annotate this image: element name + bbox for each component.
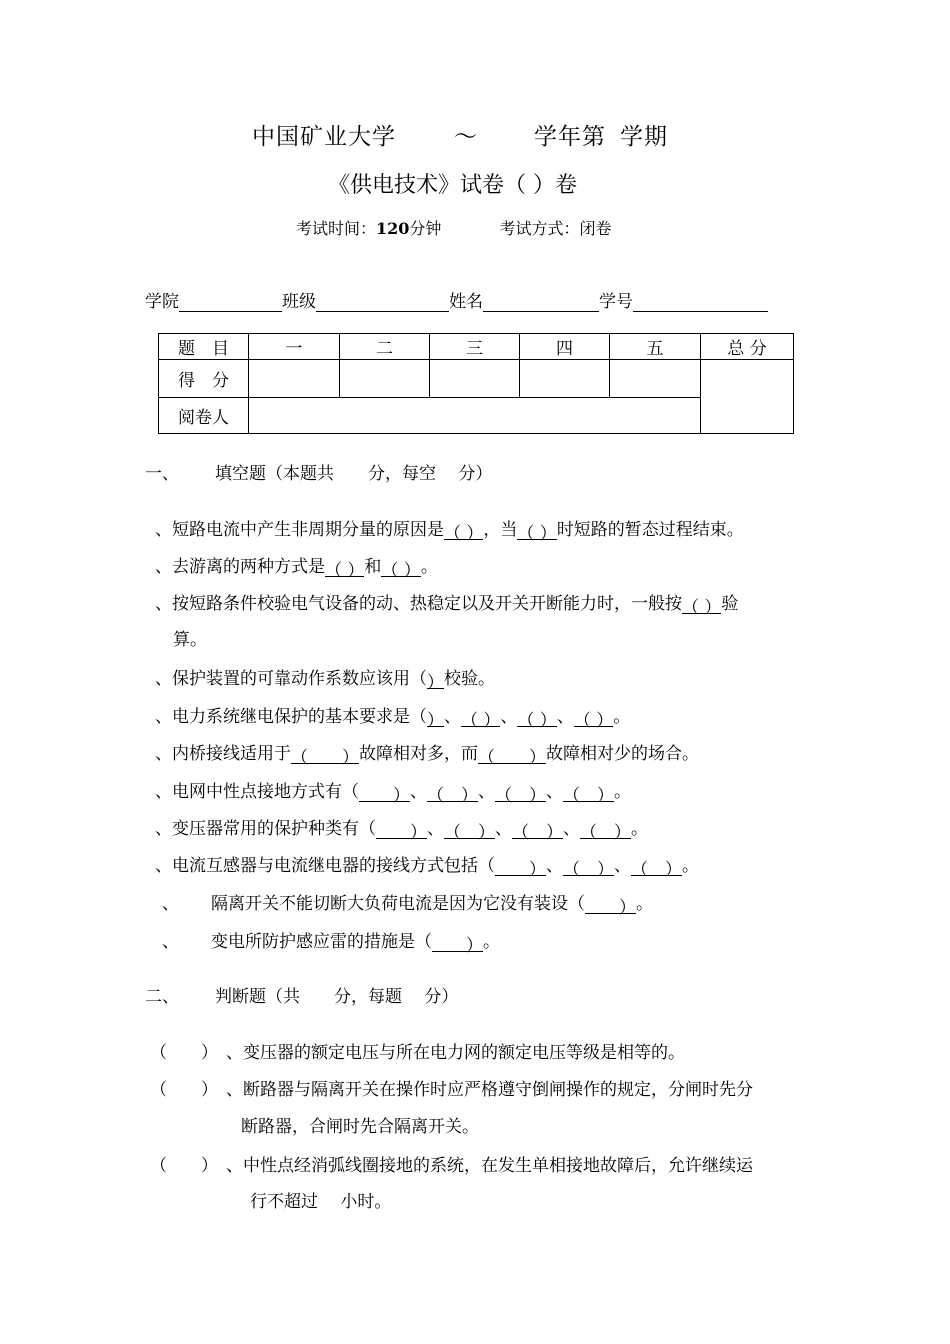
table-header-cell: 题 目 [159, 334, 249, 360]
judge-question-1 [150, 1038, 685, 1063]
table-header-cell: 四 [520, 334, 610, 360]
question-text: 、保护装置的可靠动作系数应该用（ [155, 669, 427, 689]
question-text: 、去游离的两种方式是 [155, 557, 325, 577]
question-text: 。 [483, 932, 500, 952]
fill-question-3-cont: 算。 [173, 630, 207, 650]
score-cell[interactable] [340, 360, 430, 398]
fill-question-9 [155, 851, 699, 880]
name-label: 姓名 [449, 292, 483, 312]
score-row-label: 得 分 [159, 360, 249, 398]
table-header-cell: 总 分 [701, 334, 794, 360]
id-field[interactable] [633, 291, 768, 312]
answer-paren[interactable]: （ ） [150, 1043, 218, 1063]
question-text: 、 [556, 707, 574, 727]
score-cell[interactable] [520, 360, 610, 398]
name-field[interactable] [483, 291, 599, 312]
question-text: 、变压器常用的保护种类有（ [155, 819, 376, 839]
answer-blank[interactable]: （ ） [444, 519, 483, 540]
question-text: ，当 [483, 520, 518, 540]
question-text: 、电力系统继电保护的基本要求是（ [155, 707, 427, 727]
section1-number: 一、 [145, 464, 179, 484]
answer-blank[interactable]: （ ） [682, 593, 721, 614]
question-text: 变电所防护感应雷的措施是（ [211, 932, 432, 952]
answer-blank[interactable]: （ ） [580, 818, 631, 839]
question-text: 、 [410, 782, 427, 802]
answer-blank[interactable]: ） [427, 706, 444, 727]
question-text: 、 [546, 856, 563, 876]
score-cell[interactable] [430, 360, 520, 398]
fill-question-4 [155, 664, 495, 693]
question-text: 故障相对少的场合。 [546, 744, 699, 764]
answer-blank[interactable]: （ ） [517, 706, 556, 727]
answer-blank[interactable]: （ ） [512, 818, 563, 839]
question-text: 、内桥接线适用于 [155, 744, 291, 764]
fill-question-6 [155, 739, 699, 768]
question-text: 。 [614, 782, 631, 802]
exam-time-unit: 分钟 [409, 219, 442, 238]
question-text: 。 [420, 557, 438, 577]
answer-blank[interactable]: （ ） [574, 706, 613, 727]
grader-row-label: 阅卷人 [159, 398, 249, 434]
question-text: 、中性点经消弧线圈接地的系统，在发生单相接地故障后，允许继续运 [226, 1156, 753, 1176]
tilde: ～ [454, 124, 478, 150]
student-info [145, 287, 768, 312]
question-text: 。 [631, 819, 648, 839]
answer-paren[interactable]: （ ） [150, 1080, 218, 1100]
total-score-cell[interactable] [701, 360, 794, 434]
question-text: 、短路电流中产生非周期分量的原因是 [155, 520, 444, 540]
fill-question-5 [155, 702, 631, 731]
question-text: 。 [636, 894, 653, 914]
exam-meta [296, 216, 611, 239]
answer-blank[interactable]: ） [495, 855, 546, 876]
answer-blank[interactable]: ） [376, 818, 427, 839]
question-text: 、 [546, 782, 563, 802]
school-name: 中国矿业大学 [252, 124, 396, 150]
fill-question-7 [155, 777, 631, 806]
class-label: 班级 [282, 292, 316, 312]
judge-question-2-cont: 断路器，合闸时先合隔离开关。 [241, 1117, 479, 1137]
question-text: 。 [613, 707, 631, 727]
table-header-cell: 一 [249, 334, 340, 360]
judge-question-3 [150, 1151, 753, 1176]
question-text: 、 [162, 894, 179, 914]
fill-question-2 [155, 552, 438, 581]
judge-question-2 [150, 1075, 753, 1100]
answer-blank[interactable]: （ ） [631, 855, 682, 876]
section1-heading: 填空题（本题共 分，每空 分） [215, 464, 493, 484]
table-header-cell: 五 [610, 334, 701, 360]
question-text: 隔离开关不能切断大负荷电流是因为它没有装设（ [211, 894, 585, 914]
score-table [158, 333, 794, 434]
answer-blank[interactable]: ） [427, 668, 444, 689]
answer-blank[interactable]: （ ） [291, 743, 359, 764]
exam-time-value: 120 [376, 219, 410, 238]
question-text: 、电网中性点接地方式有（ [155, 782, 359, 802]
answer-blank[interactable]: （ ） [427, 781, 478, 802]
question-text: 验 [721, 594, 739, 614]
question-text: 、 [162, 932, 179, 952]
section2-number: 二、 [145, 987, 179, 1007]
answer-blank[interactable]: （ ） [563, 781, 614, 802]
question-text: 、电流互感器与电流继电器的接线方式包括（ [155, 856, 495, 876]
id-label: 学号 [599, 292, 633, 312]
question-text: 校验。 [444, 669, 495, 689]
fill-question-1 [155, 515, 744, 544]
question-text: 、 [563, 819, 580, 839]
answer-paren[interactable]: （ ） [150, 1156, 218, 1176]
answer-blank[interactable]: ） [585, 893, 636, 914]
question-text: 、按短路条件校验电气设备的动、热稳定以及开关开断能力时，一般按 [155, 594, 682, 614]
fill-question-10 [162, 889, 653, 918]
college-label: 学院 [145, 292, 179, 312]
question-text: 、 [444, 707, 461, 727]
exam-time-label: 考试时间： [296, 219, 377, 238]
xuenian: 学年第 [534, 124, 606, 150]
answer-blank[interactable]: （ ） [444, 818, 495, 839]
section1-title [145, 459, 492, 484]
fill-question-8 [155, 814, 648, 843]
question-text: 、 [478, 782, 495, 802]
table-header-cell: 二 [340, 334, 430, 360]
question-text: 和 [364, 557, 382, 577]
answer-blank[interactable]: （ ） [381, 556, 420, 577]
question-text: 、 [500, 707, 518, 727]
question-text: 、 [495, 819, 512, 839]
judge-question-3-cont: 行不超过 小时。 [250, 1192, 392, 1212]
college-field[interactable] [179, 291, 282, 312]
answer-blank[interactable]: ） [359, 781, 410, 802]
section2-title [145, 982, 458, 1007]
answer-blank[interactable]: （ ） [563, 855, 614, 876]
grader-cell[interactable] [249, 398, 701, 434]
question-text: 、 [427, 819, 444, 839]
header-line1 [252, 118, 668, 151]
answer-blank[interactable]: （ ） [517, 519, 556, 540]
table-header-cell: 三 [430, 334, 520, 360]
class-field[interactable] [316, 291, 449, 312]
answer-blank[interactable]: （ ） [495, 781, 546, 802]
exam-mode: 考试方式：闭卷 [499, 219, 612, 238]
question-text: 、断路器与隔离开关在操作时应严格遵守倒闸操作的规定，分闸时先分 [226, 1080, 753, 1100]
answer-blank[interactable]: （ ） [325, 556, 364, 577]
section2-heading: 判断题（共 分，每题 分） [215, 987, 459, 1007]
question-text: 故障相对多，而 [359, 744, 478, 764]
question-text: 、 [614, 856, 631, 876]
answer-blank[interactable]: （ ） [461, 706, 500, 727]
answer-blank[interactable]: （ ） [478, 743, 546, 764]
answer-blank[interactable]: ） [432, 931, 483, 952]
xueqi: 学期 [620, 124, 668, 150]
score-cell[interactable] [249, 360, 340, 398]
question-text: 、变压器的额定电压与所在电力网的额定电压等级是相等的。 [226, 1043, 685, 1063]
fill-question-3 [155, 589, 739, 618]
exam-title: 《供电技术》试卷（ ）卷 [328, 173, 577, 198]
question-text: 。 [682, 856, 699, 876]
fill-question-11 [162, 927, 500, 956]
question-text: 时短路的暂态过程结束。 [556, 520, 744, 540]
score-cell[interactable] [610, 360, 701, 398]
